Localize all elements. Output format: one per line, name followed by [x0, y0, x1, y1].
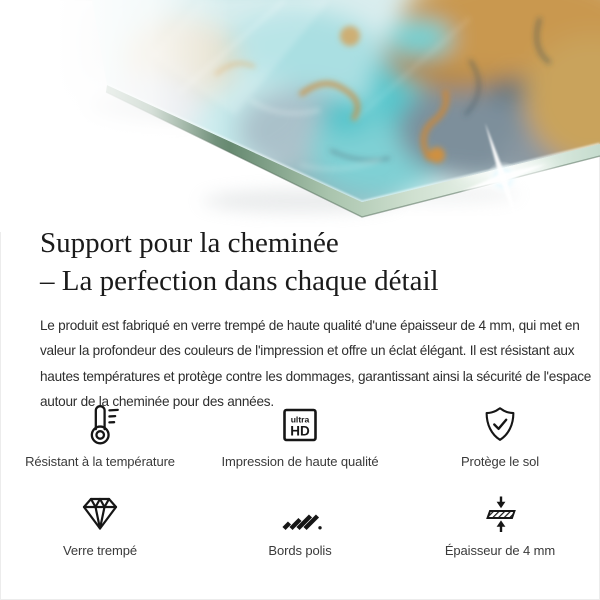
section-title — [40, 224, 580, 300]
feature-label: Impression de haute qualité — [221, 454, 379, 469]
feature-grid — [0, 401, 600, 566]
feature-polished-edges — [200, 490, 400, 566]
feature-label: Protège le sol — [460, 454, 540, 469]
feature-label: Épaisseur de 4 mm — [444, 543, 556, 558]
feature-tempered-glass — [0, 490, 200, 566]
feature-label: Verre trempé — [63, 543, 137, 558]
description-line: autour de la cheminée pour des années. — [40, 394, 274, 410]
description-line: hautes températures et protège contre les dommages, garantissant ainsi la sécurité de l'espace — [40, 368, 592, 384]
ultra-hd-icon-text-bottom: HD — [290, 423, 310, 438]
feature-print-quality — [200, 401, 400, 477]
description-line: valeur la profondeur des couleurs de l'impression et offre un éclat élégant. Il est résistant aux — [40, 343, 575, 359]
section-title-line1: Support pour la cheminée — [40, 227, 339, 259]
feature-label: Résistant à la température — [25, 454, 175, 469]
section-title-line2: – La perfection dans chaque détail — [40, 265, 439, 297]
ultra-hd-icon-text-top: ultra — [290, 414, 310, 424]
thermometer-icon — [77, 401, 123, 448]
polished-edges-icon — [278, 490, 322, 537]
hero-product-image — [0, 0, 600, 232]
feature-temperature — [0, 401, 200, 477]
feature-thickness — [400, 490, 600, 566]
description-line: Le produit est fabriqué en verre trempé de haute qualité d'une épaisseur de 4 mm, qui met en — [40, 318, 580, 333]
glass-panel-art — [0, 0, 600, 232]
ultra-hd-icon — [278, 401, 322, 448]
diamond-icon — [78, 490, 122, 537]
feature-floor-protection — [400, 401, 600, 477]
product-description-text — [40, 313, 592, 415]
thickness-icon — [478, 490, 522, 537]
feature-label: Bords polis — [268, 543, 332, 558]
shield-check-icon — [479, 401, 521, 448]
